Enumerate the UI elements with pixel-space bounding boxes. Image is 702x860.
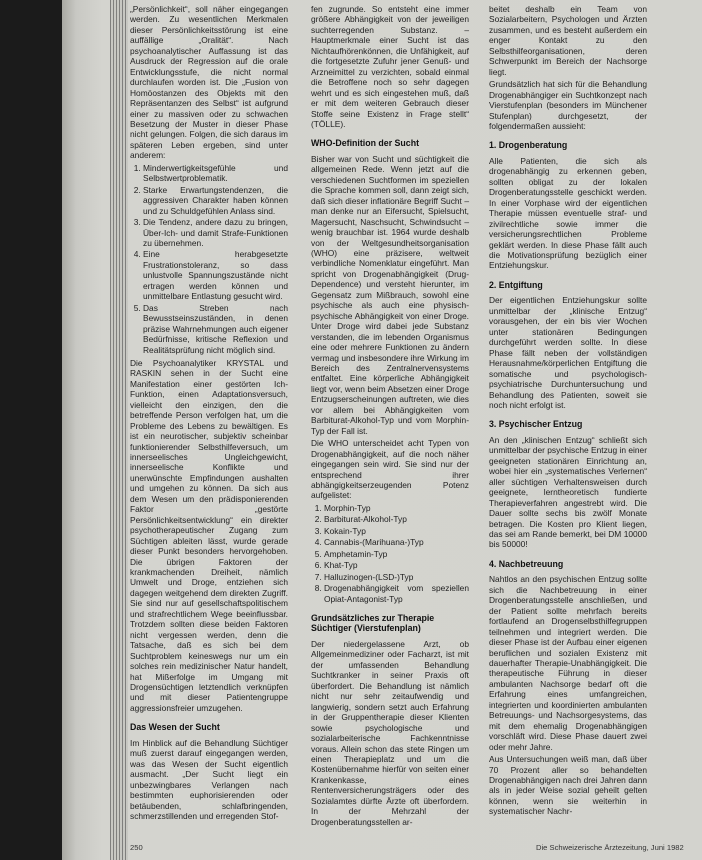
section-heading: Grundsätzliches zur Therapie Süchtiger (Vierstufenplan) <box>311 612 435 634</box>
list-item: 2. Barbiturat-Alkohol-Typ <box>324 514 469 524</box>
book-binding-edge <box>110 0 128 860</box>
paragraph: Bisher war von Sucht und süchtigkeit die allgemeinen Rede. Wenn jetzt auf die verschiedenen Suchtformen im speziellen die Sprache kommen soll, dann zeigt sich, daß sich dieser inflationäre Begriff Sucht – man denke nur an Eifersucht, Spielsucht, Magersucht, Naschsucht, Schwindsucht – wenig brauchbar ist. 1964 wurde deshalb von der Weltgesundheitsorganisation (WHO) eine präzisere, weltweit verbindliche Nomenklatur eingeführt. Man spricht von Drogenabhängigkeit (Drug-Dependence) und versteht hierunter, im Gegensatz zum Mißbrauch, sowohl eine psychische als auch eine physisch-psychische Abhängigkeit von einer Droge. Unter Droge wird dabei jede Substanz verstanden, die im lebenden Organismus eine oder mehrere Funktionen zu ändern vermag und insbesondere ihre Wirkung im Bereich des Zentralnervensystems entfaltet. Eine körperliche Abhängigkeit liegt vor, wenn beim Absetzen einer Droge Entzugserscheinungen auftreten, wie dies vor allem bei Abhängigkeiten vom Barbiturat-Alkohol-Typ und vom Morphin-Typ der Fall ist. <box>311 153 469 436</box>
paragraph: An den „klinischen Entzug“ schließt sich unmittelbar der psychische Entzug in einer geeigneten stationären Einrichtung an, wobei hier ein „systematisches Verlernen“ aller süchtigen Verhaltensweisen durch geeignete, lerntheoretisch fundierte Therapieverfahren angestrebt wird. Die Dauer sollte sechs bis zwölf Monate betragen. Die Kosten pro Klient liegen, das sei am Rande bemerkt, bei DM 10000 bis 50000! <box>489 434 647 550</box>
section-heading: Das Wesen der Sucht <box>130 722 220 733</box>
text-column-right <box>489 4 647 819</box>
list-item: 4. Eine herabgesetzte Frustrationstoleranz, so dass unlustvolle Spannungszustände nicht ertragen werden können und unmittelbare Entlastung gesucht wird. <box>143 249 288 301</box>
list-item: 8. Drogenabhängigkeit vom speziellen Opiat-Antagonist-Typ <box>324 583 469 604</box>
list-item: 1. Morphin-Typ <box>324 503 469 513</box>
list-item: 1. Minderwertigkeitsgefühle und Selbstwertproblematik. <box>143 163 288 184</box>
list-item: 6. Khat-Typ <box>324 560 469 570</box>
numbered-list <box>130 163 288 355</box>
paragraph: Alle Patienten, die sich als drogenabhängig zu erkennen geben, sollten obligat zu der lokalen Drogenberatungsstelle geschickt werden. In einer Vorphase wird der eigentlichen Therapie müssen eventuelle straf- und zivilrechtliche sowie immer die versicherungsrechtlichen Probleme geklärt werden. In diese Phase fällt auch die Motivationsprüfung bezüglich einer Entziehungskur. <box>489 155 647 271</box>
paragraph: Der niedergelassene Arzt, ob Allgemeinmediziner oder Facharzt, ist mit der umfassenden Behandlung Suchtkranker in seiner Praxis oft überfordert. Die Behandlung ist nämlich nicht nur sehr zeitaufwendig und langwierig, sondern setzt auch Erfahrung in der Gruppentherapie dieser Klienten sowie psychologische und sozialarbeiterische Fachkenntnisse voraus. Allein schon das stete Ringen um einen Therapieplatz und um die Kostenübernahme hierfür von seiten einer Krankenkasse, eines Rentenversicherungsträgers oder des Sozialamtes dürfte Ärzte oft überfordern. In der Mehrzahl der Drogenberatungsstellen ar- <box>311 638 469 827</box>
list-item: 2. Starke Erwartungstendenzen, die aggressiven Charakter haben können und zu Schuldgefühlen Anlass sind. <box>143 185 288 216</box>
list-item: 4. Cannabis-(Marihuana-)Typ <box>324 537 469 547</box>
section-heading: 2. Entgiftung <box>489 279 543 290</box>
paragraph: „Persönlichkeit“, soll näher eingegangen werden. Zu wesentlichen Merkmalen dieser Persönlichkeitsstörung ist eine auffällige „Oralität“. Nach psychoanalytischer Auffassung ist das Ausdruck der Regression auf die orale Entwicklungsstufe, die nicht normal durchlaufen worden ist. Die „Fusion von Homöostanzen des Objekts mit den Repräsentanzen des Selbst“ ist aufgrund einer zu massiven oder zu schwachen Besetzung der Muster in dieser Phase nicht gelungen. Folgen, die sich daraus im späteren Leben ergeben, sind unter anderem: <box>130 4 288 161</box>
text-column-left <box>130 4 288 823</box>
list-item: 5. Amphetamin-Typ <box>324 549 469 559</box>
text-column-middle <box>311 4 469 829</box>
section-heading: 1. Drogenberatung <box>489 140 568 151</box>
running-footer: Die Schweizerische Ärztezeitung, Juni 1982 <box>536 843 684 852</box>
section-heading: WHO-Definition der Sucht <box>311 138 419 149</box>
section-heading: 4. Nachbetreuung <box>489 558 564 569</box>
section-heading: 3. Psychischer Entzug <box>489 419 583 430</box>
paragraph: Aus Untersuchungen weiß man, daß über 70 Prozent aller so behandelten Drogenabhängigen nach drei Jahren dann als in jeder Weise sozial geheilt gelten können, wenn sie weiterhin in systematischer Nachr- <box>489 754 647 817</box>
paragraph: Im Hinblick auf die Behandlung Süchtiger muß zuerst darauf eingegangen werden, was das Wesen der Sucht eigentlich ausmacht. „Der Sucht liegt ein unbezwingbares Verlangen nach bestimmten euphorisierenden oder betäubenden, schlafbringenden, schmerzstillenden und erregenden Stof- <box>130 737 288 822</box>
list-item: 5. Das Streben nach Bewusstseinszuständen, in denen präzise Wahrnehmungen auch eigener Bedürfnisse, kritische Reflexion und Realitätsprüfung nicht möglich sind. <box>143 303 288 355</box>
paragraph: fen zugrunde. So entsteht eine immer größere Abhängigkeit von der jeweiligen suchterregenden Substanz. – Hauptmerkmale einer Sucht ist das Nichtaufhörenkönnen, die Unfähigkeit, auf die fortgesetzte Zufuhr jener Genuß- und Arzneimittel zu verzichten, sobald einmal die Betroffene noch so sehr dagegen wehrt und es sich eingestehen muß, daß er mit dem weiteren Gebrauch dieser Stoffe seine Existenz in Frage stellt“ (TÖLLE). <box>311 4 469 129</box>
list-item: 3. Kokain-Typ <box>324 526 469 536</box>
list-item: 7. Halluzinogen-(LSD-)Typ <box>324 572 469 582</box>
paragraph: Nahtlos an den psychischen Entzug sollte sich die Nachbetreuung in einer Drogenberatungsstelle anschließen, und der Patient sollte mehrfach bereits fortlaufend an Drogenselbsthilfegruppen teilnehmen und integriert werden. Die dieser Phase ist der Aufbau einer eigenen beruflichen und sozialen Existenz mit dauerhafter Therapie-Unabhängigkeit. Die therapeutische Führung in dieser ambulanten Nachsorge bedarf oft die Erfahrung eines umfangreichen, integrierten und koordinierten ambulanten Betreuungs- und Nachsorgesystems, das mit dem ehemalig Drogenabhängigen vorschläft wird. Diese Phase dauert zwei oder mehr Jahre. <box>489 574 647 752</box>
paragraph: Der eigentlichen Entziehungskur sollte unmittelbar der „klinische Entzug“ vorausgehen, der ein bis vier Wochen unter stationären Bedingungen durchgeführt werden sollte. In diese Phase fällt neben der vollständigen Herausnahme/körperlichen Entgiftung die somatische und psychologisch-psychiatrische Durchuntersuchung und Behandlung des Patienten, soweit sie noch nicht erfolgt ist. <box>489 295 647 410</box>
paragraph: Die Psychoanalytiker KRYSTAL und RASKIN sehen in der Sucht eine Manifestation einer gestörten Ich-Funktion, einen Adaptationsversuch, vielleicht den einzigen, den die betreffende Person verfolgen hat, um die Probleme des Lebens zu bewältigen. Es ist ein neurotischer, subjektiv scheinbar funktionierender Selbsthilfeversuch, um innerseelisches Ungleichgewicht, innerseelische Konflikte und unerwünschte Empfindungen aushalten und umgehen zu können. Da sich aus dem Wesen um den prädisponierenden Faktor „gestörte Persönlichkeitsentwicklung“ ein direkter psychotherapeutischer Zugang zum Süchtigen ableiten lässt, wurde gerade dieser Punkt besonders hervorgehoben. Die übrigen Faktoren der krankmachenden Dreiheit, nämlich Umwelt und Droge, entziehen sich dagegen weitgehend dem direkten Zugriff. Sie sind nur auf gesellschaftspolitischem und strafrechtlichem Wege beeinflussbar. Trotzdem sollten diese beiden Faktoren nicht vergessen werden, denn die Tatsache, daß es sich bei dem Suchtproblem keineswegs nur um ein solches rein medizinischer Natur handelt, hat Mißerfolge im Umgang mit Drogensüchtigen letztendlich verknüpfen und mit dieser Patientengruppe aggressionsfreier umzugehen. <box>130 357 288 713</box>
book-page <box>62 0 702 860</box>
list-item: 3. Die Tendenz, andere dazu zu bringen, Über-Ich- und damit Strafe-Funktionen zu übernehmen. <box>143 217 288 248</box>
numbered-list <box>311 503 469 604</box>
paragraph: Grundsätzlich hat sich für die Behandlung Drogenabhängiger ein Suchtkonzept nach Vierstufenplan (besonders im Münchener Stufenplan) durchgesetzt, der folgendermaßen aussieht: <box>489 79 647 131</box>
paragraph: Die WHO unterscheidet acht Typen von Drogenabhängigkeit, auf die noch näher eingegangen sein wird. Sie sind nur der entsprechend ihrer abhängigkeitserzeugenden Potenz aufgelistet: <box>311 438 469 501</box>
page-number: 250 <box>130 843 143 852</box>
paragraph: beitet deshalb ein Team von Sozialarbeitern, Psychologen und Ärzten zusammen, und es besteht außerdem ein enger Kontakt zu den Selbsthilfeorganisationen, deren Schwerpunkt im Bereich der Nachsorge liegt. <box>489 4 647 77</box>
